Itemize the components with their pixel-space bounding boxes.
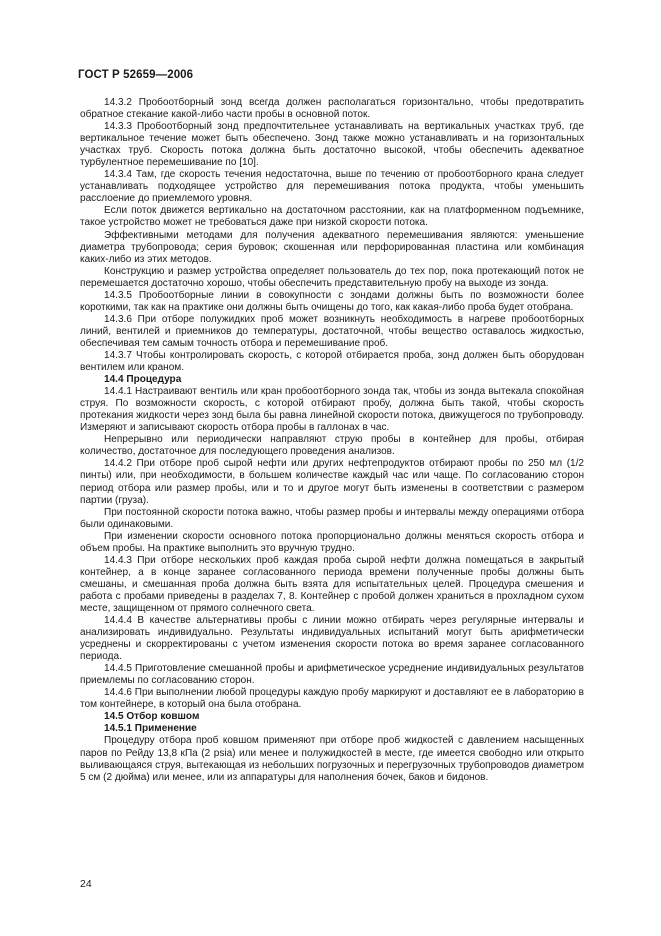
- document-body: [80, 97, 584, 784]
- paragraph-variable-rate: При изменении скорости основного потока пропорционально должны меняться скорость отбора и объем пробы. На практике выполнить это вручную трудно.: [80, 530, 584, 554]
- section-heading-14-4: 14.4 Процедура: [104, 374, 182, 386]
- paragraph-device-design: Конструкцию и размер устройства определяет пользователь до тех пор, пока протекающий поток не перемешается достаточно хорошо, чтобы обеспечить представительную пробу на выходе из зонда.: [80, 265, 584, 289]
- section-heading-14-5: 14.5 Отбор ковшом: [104, 711, 200, 723]
- paragraph-14-4-3: 14.4.3 При отборе нескольких проб каждая проба сырой нефти должна помещаться в закрытый контейнер, а в конце заранее согласованного периода времени полученные пробы должны быть смешаны, и смешанная проба должна быть взята для испытательных целей. Процедура смешения и работа с пробами приведены в разделах 7, 8. Контейнер с пробой должен храниться в прохладном сухом месте, защищенном от прямого солнечного света.: [80, 554, 584, 614]
- paragraph-14-4-1: 14.4.1 Настраивают вентиль или кран пробоотборного зонда так, чтобы из зонда вытекала спокойная струя. По возможности скорость, с которой отбирают пробу, должна быть такой, чтобы скорость протекания жидкости через зонд была бы равна линейной скорости потока, движущегося по трубопроводу. Измеряют и записывают скорость отбора пробы в галлонах в час.: [80, 386, 584, 434]
- document-header: ГОСТ Р 52659—2006: [78, 69, 194, 81]
- paragraph-14-4-5: 14.4.5 Приготовление смешанной пробы и арифметическое усреднение индивидуальных результатов приемлемы по согласованию сторон.: [80, 663, 584, 687]
- paragraph-14-3-5: 14.3.5 Пробоотборные линии в совокупности с зондами должны быть по возможности более короткими, так как на практике они должны быть очищены до того, как какая-либо проба будет отобрана.: [80, 289, 584, 313]
- paragraph-14-4-4: 14.4.4 В качестве альтернативы пробы с линии можно отбирать через регулярные интервалы и анализировать индивидуально. Результаты индивидуальных испытаний могут быть арифметически усреднены и скорректированы с учетом изменения скорости потока во время заранее согласованного периода.: [80, 615, 584, 663]
- paragraph-mixing-methods: Эффективными методами для получения адекватного перемешивания являются: уменьшение диаметра трубопровода; серия буровок; скошенная или перфорированная пластина или комбинация каких-либо из этих методов.: [80, 229, 584, 265]
- paragraph-14-4-6: 14.4.6 При выполнении любой процедуры каждую пробу маркируют и доставляют ее в лабораторию в том контейнере, в который она была отобрана.: [80, 687, 584, 711]
- paragraph-application: Процедуру отбора проб ковшом применяют при отборе проб жидкостей с давлением насыщенных паров по Рейду 13,8 кПа (2 psia) или менее и полужидкостей в месте, где имеется свободно или открыто выливающаяся струя, вытекающая из небольших погрузочных и перегрузочных трубопроводов диаметром 5 см (2 дюйма) или менее, или из аппаратуры для наполнения бочек, баков и бидонов.: [80, 735, 584, 783]
- paragraph-constant-rate: При постоянной скорости потока важно, чтобы размер пробы и интервалы между операциями отбора были одинаковыми.: [80, 506, 584, 530]
- paragraph-14-3-6: 14.3.6 При отборе полужидких проб может возникнуть необходимость в нагреве пробоотборных линий, вентилей и приемников до температуры, достаточной, чтобы вещество оставалось жидкостью, обеспечивая тем самым точность отбора и перемешивание проб.: [80, 313, 584, 349]
- paragraph-vertical-flow: Если поток движется вертикально на достаточном расстоянии, как на платформенном подъемнике, такое устройство может не требоваться даже при низкой скорости потока.: [80, 205, 584, 229]
- paragraph-14-3-3: 14.3.3 Пробоотборный зонд предпочтительнее устанавливать на вертикальных участках труб, где вертикальное течение может быть обеспечено. Зонд также можно устанавливать и на горизонтальных участках труб. Скорость потока должна быть достаточно высокой, чтобы обеспечить адекватное турбулентное перемешивание по [10].: [80, 121, 584, 169]
- paragraph-14-3-2: 14.3.2 Пробоотборный зонд всегда должен располагаться горизонтально, чтобы предотвратить обратное стекание какой-либо части пробы в основной поток.: [80, 97, 584, 121]
- paragraph-14-4-2: 14.4.2 При отборе проб сырой нефти или других нефтепродуктов отбирают пробы по 250 мл (1/2 пинты) или, при необходимости, в большем количестве каждый час или чаще. По согласованию сторон период отбора или размер пробы, или и то и другое могут быть изменены в соответствии с размером партии (груза).: [80, 458, 584, 506]
- page-number: 24: [80, 878, 92, 890]
- paragraph-14-3-7: 14.3.7 Чтобы контролировать скорость, с которой отбирается проба, зонд должен быть оборудован вентилем или краном.: [80, 349, 584, 374]
- section-heading-14-5-1: 14.5.1 Применение: [104, 723, 197, 735]
- paragraph-14-3-4: 14.3.4 Там, где скорость течения недостаточна, выше по течению от пробоотборного крана следует устанавливать подходящее устройство для перемешивания потока продукта, чтобы уменьшить расслоение до приемлемого уровня.: [80, 169, 584, 205]
- paragraph-continuous-flow: Непрерывно или периодически направляют струю пробы в контейнер для пробы, отбирая количество, достаточное для последующего проведения анализов.: [80, 434, 584, 458]
